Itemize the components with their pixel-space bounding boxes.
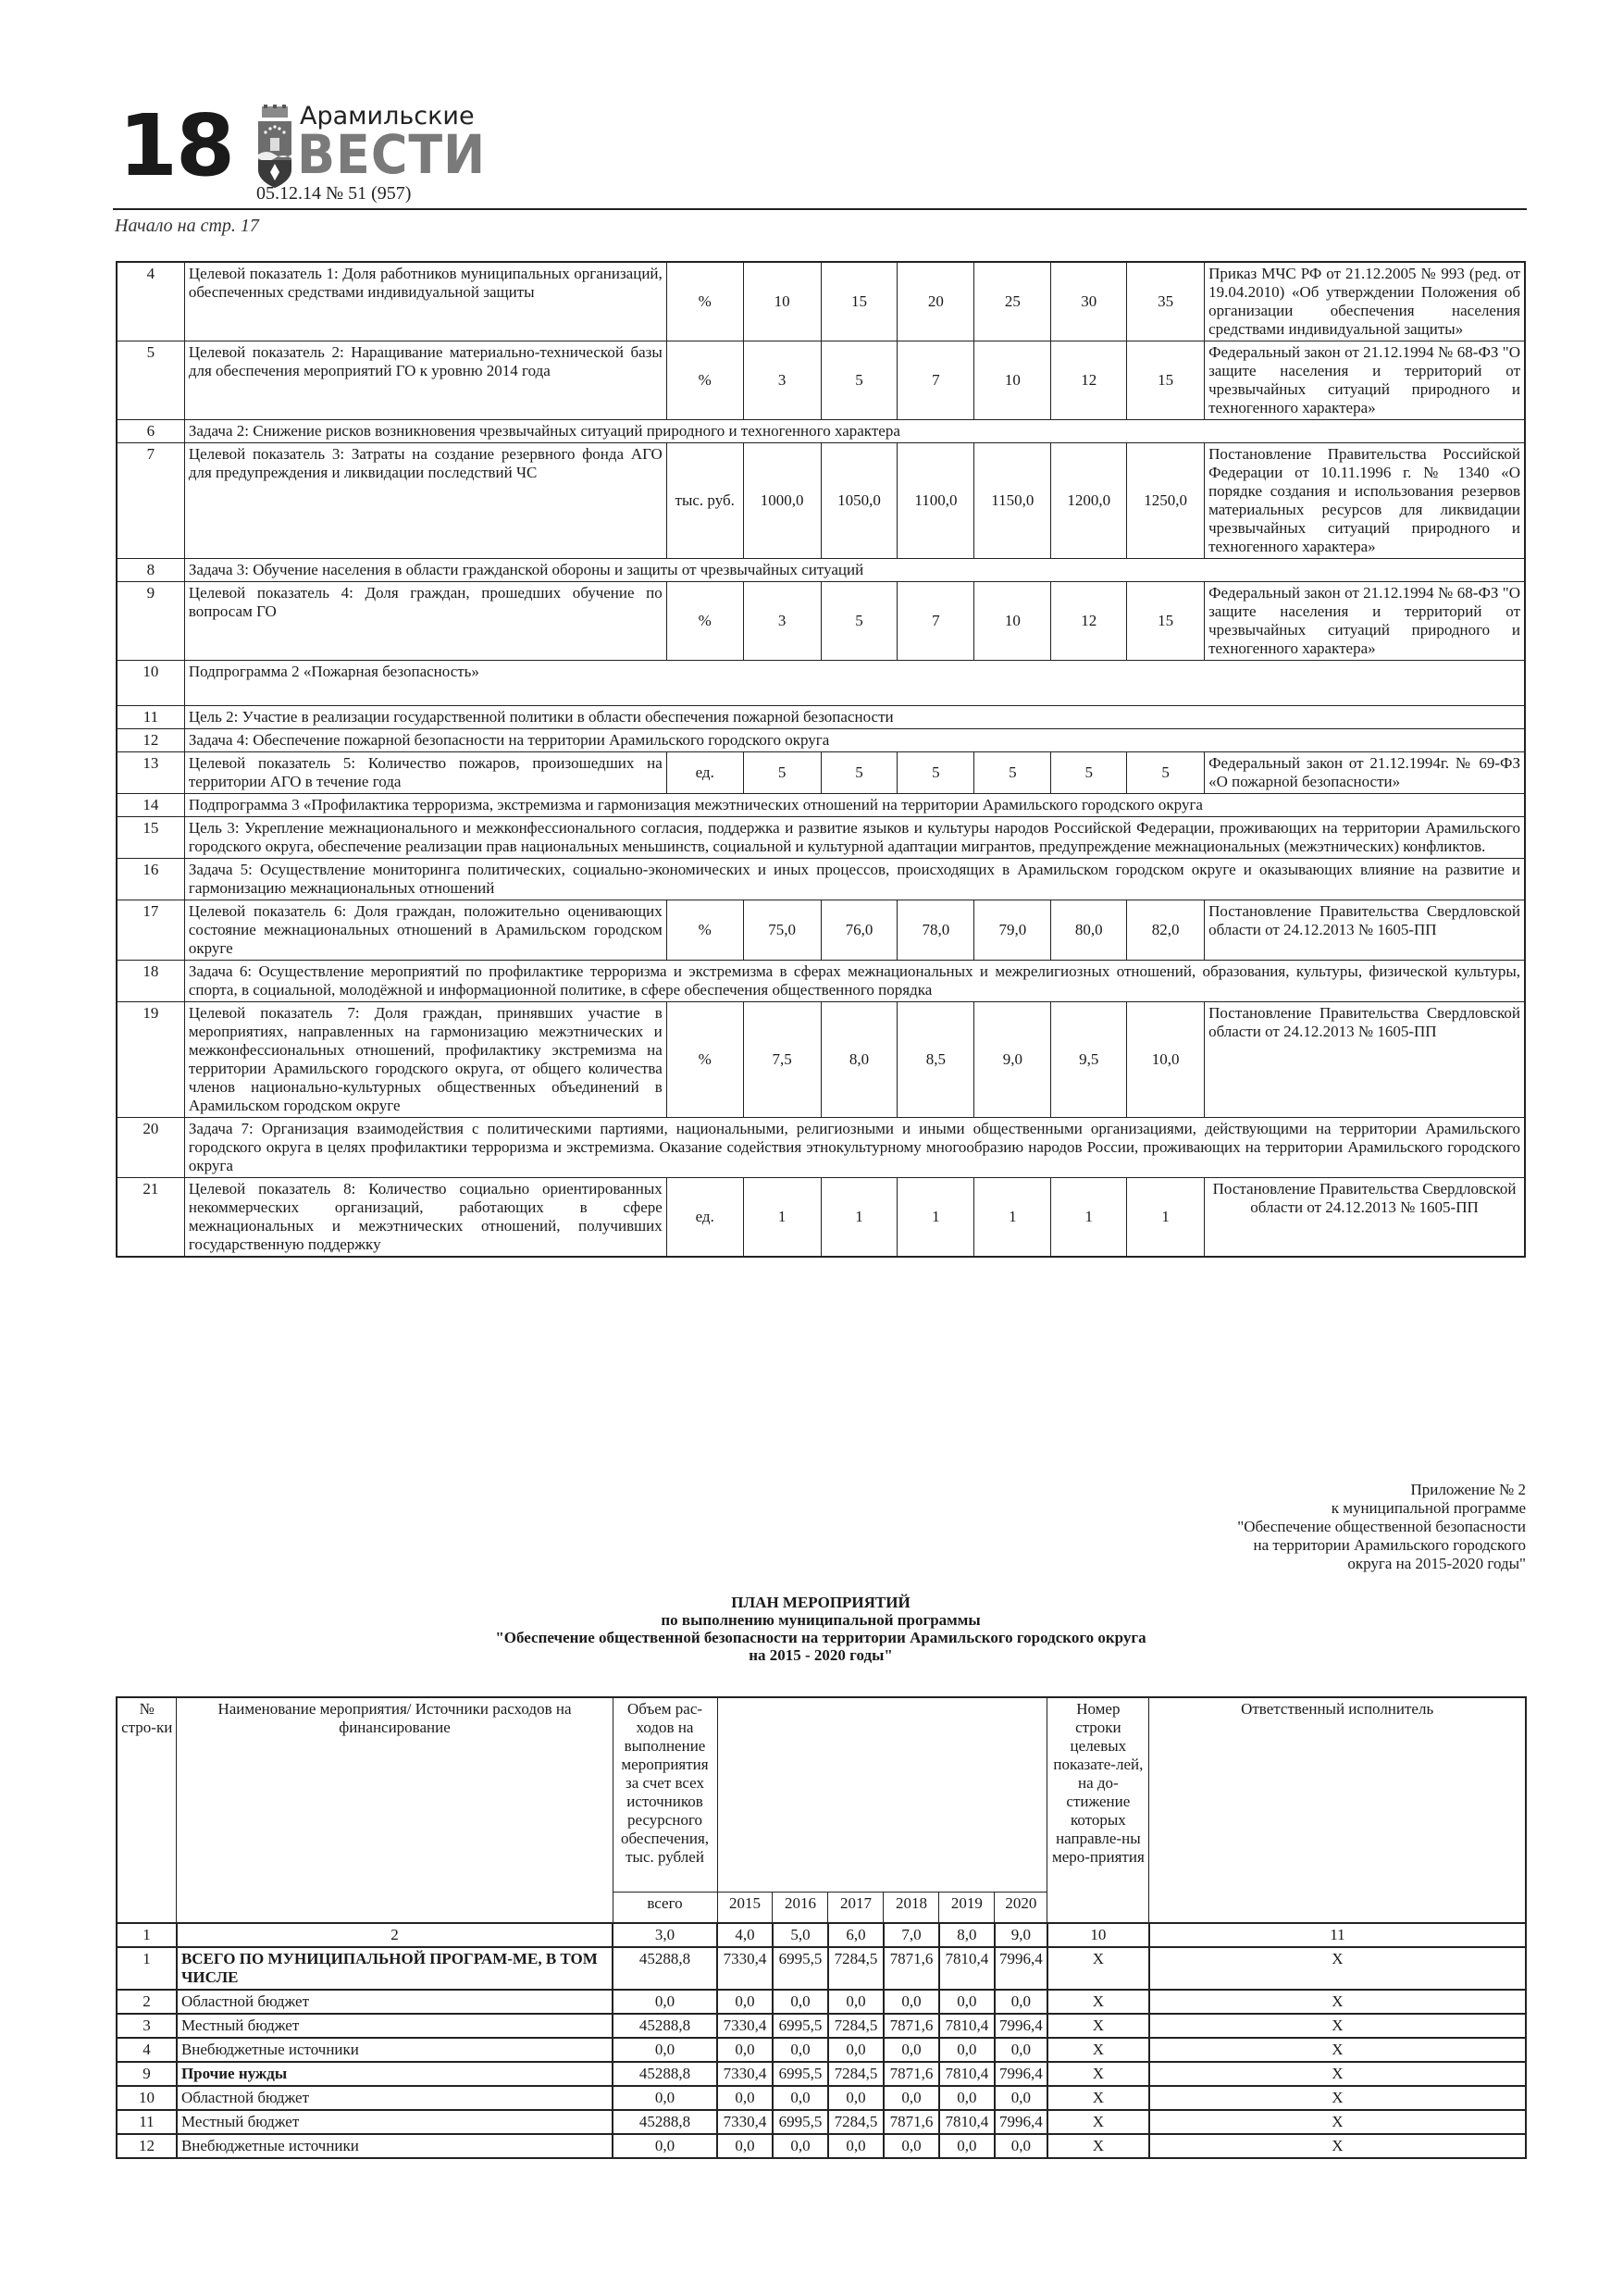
year-value: 7284,5	[828, 2062, 884, 2086]
year-value: 0,0	[995, 1990, 1047, 2014]
row-number: 18	[117, 961, 184, 1002]
year-value: 10	[974, 341, 1051, 420]
total-value: 0,0	[613, 2038, 717, 2062]
header-volume: Объем рас-ходов на выполнение мероприятия за счет всех источников ресурсного обеспечения, тыс. рублей	[613, 1697, 717, 1893]
row-number: 12	[117, 729, 184, 752]
plan-row	[117, 2014, 1526, 2038]
year-value: 7871,6	[884, 1947, 939, 1990]
year-value: 1	[898, 1178, 974, 1258]
indicator-text: Целевой показатель 1: Доля работников муниципальных организаций, обеспеченных средствами индивидуальной защиты	[184, 262, 666, 341]
total-value: 45288,8	[613, 2110, 717, 2134]
column-number: 1	[117, 1923, 177, 1947]
legal-basis: Федеральный закон от 21.12.1994 № 68-ФЗ "О защите населения и территорий от чрезвычайных ситуаций природного и техногенного характера»	[1205, 341, 1525, 420]
indicator-row	[117, 900, 1525, 961]
header-row	[117, 1697, 1526, 1893]
section-row	[117, 729, 1525, 752]
target-indicators-table	[116, 261, 1526, 1258]
column-number: 7,0	[884, 1923, 939, 1947]
row-number: 6	[117, 420, 184, 443]
legal-basis: Постановление Правительства Свердловской области от 24.12.2013 № 1605-ПП	[1205, 900, 1525, 961]
section-text: Задача 3: Обучение населения в области гражданской обороны и защиты от чрезвычайных ситуаций	[184, 559, 1525, 582]
year-value: 10,0	[1127, 1002, 1205, 1118]
year-value: 6995,5	[773, 2110, 828, 2134]
row-number: 7	[117, 443, 184, 559]
year-value: 1200,0	[1051, 443, 1127, 559]
indicator-row	[117, 1002, 1525, 1118]
newspaper-subtitle: Арамильские	[300, 102, 475, 130]
row-number: 21	[117, 1178, 184, 1258]
unit: %	[666, 1002, 743, 1118]
section-row	[117, 794, 1525, 817]
year-value: 0,0	[828, 1990, 884, 2014]
row-name: Внебюджетные источники	[177, 2038, 613, 2062]
page-number: 18	[118, 96, 234, 195]
row-number: 10	[117, 661, 184, 706]
year-value: 5	[974, 752, 1051, 794]
year-value: 1050,0	[821, 443, 898, 559]
row-number: 17	[117, 900, 184, 961]
year-value: 30	[1051, 262, 1127, 341]
legal-basis: Федеральный закон от 21.12.1994г. № 69-ФЗ «О пожарной безопасности»	[1205, 752, 1525, 794]
header-name: Наименование мероприятия/ Источники расходов на финансирование	[177, 1697, 613, 1923]
section-row	[117, 817, 1525, 859]
year-value: 10	[743, 262, 821, 341]
plan-row	[117, 2038, 1526, 2062]
newspaper-title: ВЕСТИ	[297, 123, 487, 186]
year-value: 15	[1127, 341, 1205, 420]
year-value: 20	[898, 262, 974, 341]
column-number: 10	[1047, 1923, 1149, 1947]
row-name: Областной бюджет	[177, 2086, 613, 2110]
column-number: 4,0	[717, 1923, 773, 1947]
section-text: Подпрограмма 2 «Пожарная безопасность»	[184, 661, 1525, 706]
year-value: 80,0	[1051, 900, 1127, 961]
year-value: 7996,4	[995, 2014, 1047, 2038]
year-value: 25	[974, 262, 1051, 341]
row-name: ВСЕГО ПО МУНИЦИПАЛЬНОЙ ПРОГРАМ-МЕ, В ТОМ ЧИСЛЕ	[177, 1947, 613, 1990]
indicator-text: Целевой показатель 6: Доля граждан, положительно оценивающих состояние межнациональных отношений в Арамильском городском округе	[184, 900, 666, 961]
year-value: 15	[821, 262, 898, 341]
year-value: 0,0	[995, 2134, 1047, 2158]
plan-title	[116, 1594, 1526, 1664]
section-row	[117, 420, 1525, 443]
year-value: 75,0	[743, 900, 821, 961]
section-row	[117, 961, 1525, 1002]
year-value: 7996,4	[995, 2110, 1047, 2134]
row-number: 11	[117, 706, 184, 729]
section-text: Задача 5: Осуществление мониторинга политических, социально-экономических и иных процессов, происходящих в Арамильском городском округе и оказывающих влияние на развитие и гармонизацию межнациональных отношений	[184, 859, 1525, 900]
year-value: 1	[743, 1178, 821, 1258]
indicator-row	[117, 582, 1525, 661]
header-responsible: Ответственный исполнитель	[1149, 1697, 1526, 1923]
plan-row	[117, 2086, 1526, 2110]
total-value: 0,0	[613, 2134, 717, 2158]
row-name: Прочие нужды	[177, 2062, 613, 2086]
column-number: 8,0	[939, 1923, 995, 1947]
row-name: Областной бюджет	[177, 1990, 613, 2014]
year-value: 0,0	[717, 2134, 773, 2158]
row-number: 4	[117, 262, 184, 341]
legal-basis: Постановление Правительства Российской Федерации от 10.11.1996 г. № 1340 «О порядке создания и использования резервов материальных ресурсов для ликвидации чрезвычайных ситуаций природного и техногенного характера»	[1205, 443, 1525, 559]
year-value: 7	[898, 582, 974, 661]
indicator-row	[117, 752, 1525, 794]
year-value: 7871,6	[884, 2110, 939, 2134]
year-value: 0,0	[884, 2038, 939, 2062]
year-value: 78,0	[898, 900, 974, 961]
total-value: 0,0	[613, 2086, 717, 2110]
target-row-ref: X	[1047, 2110, 1149, 2134]
header-num: № стро-ки	[117, 1697, 177, 1923]
section-row	[117, 859, 1525, 900]
action-plan-table	[116, 1696, 1527, 2159]
target-row-ref: X	[1047, 2134, 1149, 2158]
row-number: 3	[117, 2014, 177, 2038]
indicator-text: Целевой показатель 2: Наращивание материально-технической базы для обеспечения мероприятий ГО к уровню 2014 года	[184, 341, 666, 420]
year-value: 12	[1051, 582, 1127, 661]
row-number: 13	[117, 752, 184, 794]
indicator-text: Целевой показатель 5: Количество пожаров, произошедших на территории АГО в течение года	[184, 752, 666, 794]
issue-date-number: 05.12.14 № 51 (957)	[256, 183, 412, 204]
section-row	[117, 1118, 1525, 1178]
indicator-text: Целевой показатель 4: Доля граждан, прошедших обучение по вопросам ГО	[184, 582, 666, 661]
indicator-row	[117, 1178, 1525, 1258]
row-number: 16	[117, 859, 184, 900]
appendix-note	[1237, 1481, 1526, 1573]
section-text: Задача 2: Снижение рисков возникновения чрезвычайных ситуаций природного и техногенного характера	[184, 420, 1525, 443]
plan-title-line: по выполнению муниципальной программы	[661, 1611, 981, 1629]
year-value: 8,0	[821, 1002, 898, 1118]
year-value: 9,5	[1051, 1002, 1127, 1118]
year-value: 0,0	[939, 2134, 995, 2158]
indicator-row	[117, 341, 1525, 420]
row-number: 15	[117, 817, 184, 859]
row-number: 1	[117, 1947, 177, 1990]
appendix-line: "Обеспечение общественной безопасности	[1237, 1518, 1526, 1535]
year-value: 7,5	[743, 1002, 821, 1118]
year-value: 5	[821, 582, 898, 661]
responsible: X	[1149, 1990, 1526, 2014]
header-year: 2019	[939, 1893, 995, 1924]
section-text: Задача 6: Осуществление мероприятий по профилактике терроризма и экстремизма в сферах межнациональных и межрелигиозных отношений, образования, культуры, физической культуры, спорта, в социальной, молодёжной и информационной политике, в сфере обеспечения общественного порядка	[184, 961, 1525, 1002]
header-year: 2016	[773, 1893, 828, 1924]
legal-basis: Постановление Правительства Свердловской области от 24.12.2013 № 1605-ПП	[1205, 1002, 1525, 1118]
target-row-ref: X	[1047, 2038, 1149, 2062]
total-value: 0,0	[613, 1990, 717, 2014]
year-value: 7330,4	[717, 2062, 773, 2086]
year-value: 10	[974, 582, 1051, 661]
year-value: 7284,5	[828, 2110, 884, 2134]
year-value: 0,0	[717, 2086, 773, 2110]
year-value: 7810,4	[939, 2062, 995, 2086]
header-year: 2018	[884, 1893, 939, 1924]
year-value: 0,0	[828, 2086, 884, 2110]
year-value: 0,0	[828, 2134, 884, 2158]
plan-title-line: ПЛАН МЕРОПРИЯТИЙ	[731, 1594, 911, 1611]
year-value: 7330,4	[717, 2110, 773, 2134]
row-number: 4	[117, 2038, 177, 2062]
column-number: 11	[1149, 1923, 1526, 1947]
year-value: 15	[1127, 582, 1205, 661]
appendix-line: на территории Арамильского городского	[1253, 1536, 1526, 1554]
column-number: 6,0	[828, 1923, 884, 1947]
year-value: 0,0	[717, 1990, 773, 2014]
year-value: 1	[821, 1178, 898, 1258]
legal-basis: Приказ МЧС РФ от 21.12.2005 № 993 (ред. от 19.04.2010) «Об утверждении Положения об организации обеспечения населения средствами индивидуальной защиты»	[1205, 262, 1525, 341]
indicator-text: Целевой показатель 8: Количество социально ориентированных некоммерческих организаций, работающих в сфере межнациональных и межэтнических отношений, получивших государственную поддержку	[184, 1178, 666, 1258]
year-value: 82,0	[1127, 900, 1205, 961]
year-value: 1150,0	[974, 443, 1051, 559]
year-value: 0,0	[995, 2038, 1047, 2062]
year-value: 7810,4	[939, 2014, 995, 2038]
year-value: 0,0	[773, 2086, 828, 2110]
row-name: Внебюджетные источники	[177, 2134, 613, 2158]
year-value: 7284,5	[828, 2014, 884, 2038]
year-value: 0,0	[939, 2086, 995, 2110]
section-row	[117, 661, 1525, 706]
year-value: 0,0	[773, 2038, 828, 2062]
column-numbers-row	[117, 1923, 1526, 1947]
responsible: X	[1149, 2014, 1526, 2038]
year-value: 0,0	[884, 2086, 939, 2110]
row-number: 12	[117, 2134, 177, 2158]
legal-basis: Постановление Правительства Свердловской области от 24.12.2013 № 1605-ПП	[1205, 1178, 1525, 1258]
year-value: 6995,5	[773, 1947, 828, 1990]
target-row-ref: X	[1047, 1990, 1149, 2014]
year-value: 0,0	[773, 1990, 828, 2014]
year-value: 35	[1127, 262, 1205, 341]
unit: ед.	[666, 752, 743, 794]
year-value: 1	[1127, 1178, 1205, 1258]
row-number: 20	[117, 1118, 184, 1178]
year-value: 8,5	[898, 1002, 974, 1118]
row-number: 8	[117, 559, 184, 582]
year-value: 7330,4	[717, 2014, 773, 2038]
year-value: 5	[821, 341, 898, 420]
row-number: 11	[117, 2110, 177, 2134]
plan-row	[117, 2110, 1526, 2134]
year-value: 6995,5	[773, 2014, 828, 2038]
year-value: 0,0	[939, 2038, 995, 2062]
unit: %	[666, 341, 743, 420]
year-value: 0,0	[884, 1990, 939, 2014]
year-value: 7871,6	[884, 2062, 939, 2086]
column-number: 2	[177, 1923, 613, 1947]
indicator-text: Целевой показатель 3: Затраты на создание резервного фонда АГО для предупреждения и ликвидации последствий ЧС	[184, 443, 666, 559]
year-value: 5	[821, 752, 898, 794]
responsible: X	[1149, 1947, 1526, 1990]
section-row	[117, 706, 1525, 729]
year-value: 7996,4	[995, 1947, 1047, 1990]
appendix-line: округа на 2015-2020 годы"	[1347, 1555, 1526, 1572]
header-total: всего	[613, 1893, 717, 1924]
year-value: 6995,5	[773, 2062, 828, 2086]
row-number: 2	[117, 1990, 177, 2014]
unit: %	[666, 900, 743, 961]
total-value: 45288,8	[613, 1947, 717, 1990]
year-value: 3	[743, 341, 821, 420]
column-number: 3,0	[613, 1923, 717, 1947]
year-value: 5	[743, 752, 821, 794]
row-number: 5	[117, 341, 184, 420]
year-value: 0,0	[884, 2134, 939, 2158]
target-row-ref: X	[1047, 2014, 1149, 2038]
indicator-text: Целевой показатель 7: Доля граждан, принявших участие в мероприятиях, направленных на гармонизацию межэтнических и межконфессиональных отношений, профилактику экстремизма на территории Арамильского городского округа, от общего количества членов национально-культурных общественных объединений в Арамильском городском округе	[184, 1002, 666, 1118]
year-value: 7810,4	[939, 2110, 995, 2134]
responsible: X	[1149, 2062, 1526, 2086]
year-value: 5	[1051, 752, 1127, 794]
year-value: 7330,4	[717, 1947, 773, 1990]
responsible: X	[1149, 2038, 1526, 2062]
unit: ед.	[666, 1178, 743, 1258]
section-text: Цель 2: Участие в реализации государственной политики в области обеспечения пожарной безопасности	[184, 706, 1525, 729]
appendix-line: к муниципальной программе	[1331, 1499, 1526, 1517]
year-value: 5	[898, 752, 974, 794]
target-row-ref: X	[1047, 2086, 1149, 2110]
total-value: 45288,8	[613, 2014, 717, 2038]
target-row-ref: X	[1047, 1947, 1149, 1990]
header-year: 2020	[995, 1893, 1047, 1924]
year-value: 12	[1051, 341, 1127, 420]
indicator-row	[117, 262, 1525, 341]
continued-from-note: Начало на стр. 17	[115, 216, 259, 236]
row-number: 14	[117, 794, 184, 817]
row-name: Местный бюджет	[177, 2110, 613, 2134]
plan-title-line: на 2015 - 2020 годы"	[749, 1646, 893, 1664]
header-year: 2017	[828, 1893, 884, 1924]
year-value: 7284,5	[828, 1947, 884, 1990]
row-number: 10	[117, 2086, 177, 2110]
row-number: 9	[117, 2062, 177, 2086]
year-value: 7996,4	[995, 2062, 1047, 2086]
header-target-rows: Номер строки целевых показате-лей, на до-стижение которых направле-ны меро-приятия	[1047, 1697, 1149, 1923]
year-value: 1	[974, 1178, 1051, 1258]
year-value: 0,0	[717, 2038, 773, 2062]
plan-title-line: "Обеспечение общественной безопасности на территории Арамильского городского округа	[495, 1629, 1146, 1646]
column-number: 5,0	[773, 1923, 828, 1947]
responsible: X	[1149, 2134, 1526, 2158]
year-value: 1000,0	[743, 443, 821, 559]
responsible: X	[1149, 2086, 1526, 2110]
section-text: Задача 7: Организация взаимодействия с политическими партиями, национальными, религиозными и иными общественными организациями, действующими на территории Арамильского городского округа в целях профилактики терроризма и экстремизма. Оказание содействия этнокультурному многообразию народов России, проживающих на территории Арамильского городского округа	[184, 1118, 1525, 1178]
plan-row	[117, 1990, 1526, 2014]
plan-row	[117, 2062, 1526, 2086]
responsible: X	[1149, 2110, 1526, 2134]
target-row-ref: X	[1047, 2062, 1149, 2086]
year-value: 7	[898, 341, 974, 420]
indicator-row	[117, 443, 1525, 559]
year-value: 79,0	[974, 900, 1051, 961]
year-value: 76,0	[821, 900, 898, 961]
year-value: 1100,0	[898, 443, 974, 559]
year-value: 7871,6	[884, 2014, 939, 2038]
plan-row	[117, 2134, 1526, 2158]
legal-basis: Федеральный закон от 21.12.1994 № 68-ФЗ "О защите населения и территорий от чрезвычайных ситуаций природного и техногенного характера»	[1205, 582, 1525, 661]
row-number: 9	[117, 582, 184, 661]
section-text: Задача 4: Обеспечение пожарной безопасности на территории Арамильского городского округа	[184, 729, 1525, 752]
header-divider	[113, 208, 1527, 210]
plan-row	[117, 1947, 1526, 1990]
section-text: Подпрограмма 3 «Профилактика терроризма, экстремизма и гармонизация межэтнических отношений на территории Арамильского городского округа	[184, 794, 1525, 817]
header-year: 2015	[717, 1893, 773, 1924]
year-value: 1250,0	[1127, 443, 1205, 559]
row-name: Местный бюджет	[177, 2014, 613, 2038]
unit: %	[666, 582, 743, 661]
year-value: 0,0	[773, 2134, 828, 2158]
year-value: 9,0	[974, 1002, 1051, 1118]
coat-of-arms-icon	[256, 105, 293, 190]
year-value: 0,0	[939, 1990, 995, 2014]
row-number: 19	[117, 1002, 184, 1118]
unit: тыс. руб.	[666, 443, 743, 559]
year-value: 3	[743, 582, 821, 661]
total-value: 45288,8	[613, 2062, 717, 2086]
unit: %	[666, 262, 743, 341]
year-value: 1	[1051, 1178, 1127, 1258]
year-value: 7810,4	[939, 1947, 995, 1990]
year-value: 5	[1127, 752, 1205, 794]
year-value: 0,0	[995, 2086, 1047, 2110]
section-row	[117, 559, 1525, 582]
column-number: 9,0	[995, 1923, 1047, 1947]
appendix-line: Приложение № 2	[1410, 1481, 1526, 1498]
section-text: Цель 3: Укрепление межнационального и межконфессионального согласия, поддержка и развитие языков и культуры народов Российской Федерации, проживающих на территории Арамильского городского округа, обеспечение реализации прав национальных меньшинств, социальной и культурной адаптации мигрантов, предупреждение межнациональных (межэтнических) конфликтов.	[184, 817, 1525, 859]
year-value: 0,0	[828, 2038, 884, 2062]
